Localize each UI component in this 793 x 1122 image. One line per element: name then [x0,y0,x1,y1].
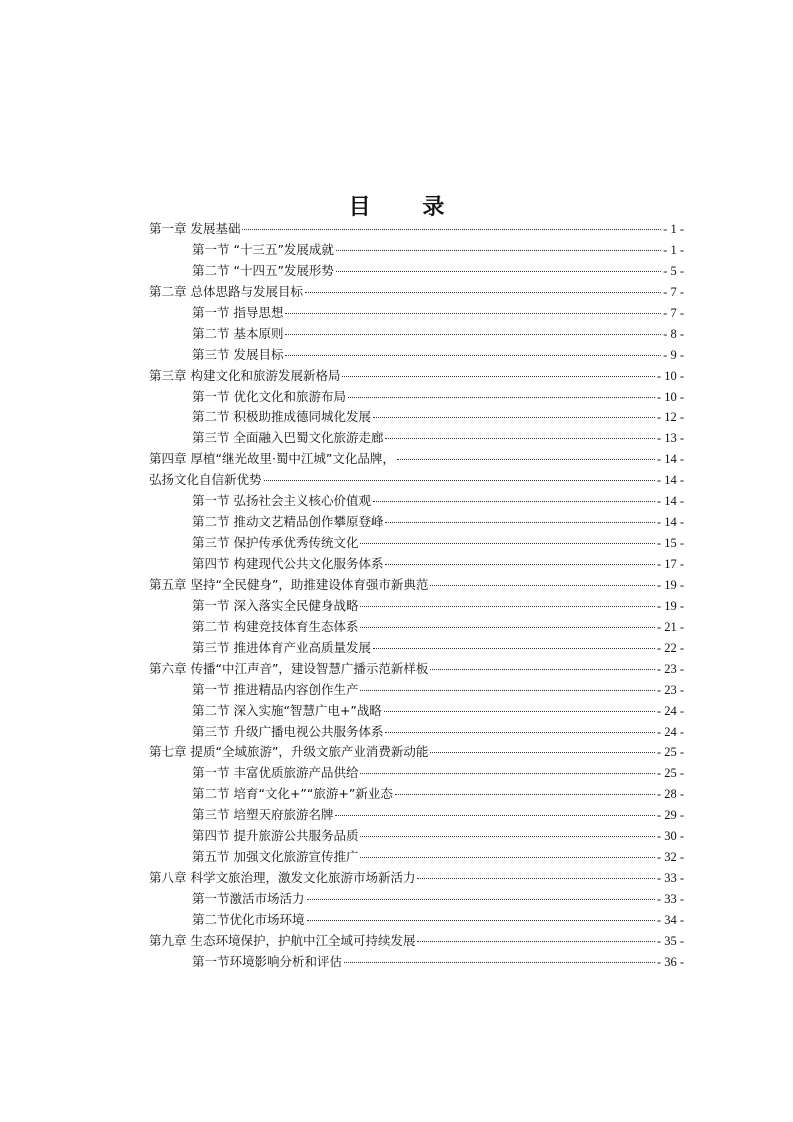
toc-page-number: - 32 - [656,850,684,865]
toc-entry-text: 第二章 总体思路与发展目标 [149,283,303,299]
toc-dot-leader [385,438,654,439]
toc-entry-text: 第二节 构建竞技体育生态体系 [192,618,359,634]
toc-entry-text: 第一节环境影响分析和评估 [192,953,343,969]
toc-page-number: - 5 - [663,263,684,278]
toc-page-number: - 29 - [656,808,684,823]
toc-entry-text: 第二节优化市场环境 [192,911,305,927]
toc-page-number: - 14 - [656,452,684,467]
toc-dot-leader [360,857,654,858]
toc-entry-text: 第三节 全面融入巴蜀文化旅游走廊 [192,430,384,446]
toc-dot-leader [285,313,661,314]
toc-chapter-entry[interactable] [149,868,684,889]
toc-page-number: - 35 - [656,933,684,948]
toc-section-entry[interactable] [149,533,684,554]
toc-dot-leader [417,941,654,942]
toc-entry-text: 第二节 深入实施“智慧广电+”战略 [192,702,382,718]
toc-section-entry[interactable] [149,554,684,575]
toc-dot-leader [360,836,654,837]
toc-dot-leader [430,752,654,753]
toc-page-number: - 23 - [656,661,684,676]
toc-entry-text: 第一章 发展基础 [149,221,241,236]
toc-section-entry[interactable] [149,345,684,366]
toc-chapter-entry[interactable] [149,742,684,763]
toc-section-entry[interactable] [149,847,684,868]
toc-section-entry[interactable] [149,952,684,973]
toc-page-number: - 9 - [663,347,684,362]
toc-dot-leader [307,920,655,921]
toc-dot-leader [384,711,655,712]
toc-entry-text: 第五章 坚持“全民健身”，助推建设体育强市新典范 [149,576,429,592]
toc-dot-leader [360,627,654,628]
toc-page-number: - 21 - [656,619,684,634]
toc-section-entry[interactable] [149,722,684,743]
toc-chapter-entry[interactable] [149,470,684,491]
toc-dot-leader [360,606,654,607]
toc-dot-leader [385,522,654,523]
toc-chapter-entry[interactable] [149,449,684,470]
toc-entry-text: 第三节 升级广播电视公共服务体系 [192,723,384,739]
toc-dot-leader [360,690,654,691]
toc-entry-text: 第一节激活市场活力 [192,891,305,906]
toc-entry-text: 第九章 生态环境保护，护航中江全域可持续发展 [149,932,416,948]
toc-dot-leader [336,250,661,251]
toc-dot-leader [336,271,661,272]
toc-entry-text: 第三章 构建文化和旅游发展新格局 [149,367,341,383]
toc-page-number: - 23 - [656,682,684,697]
toc-page-number: - 14 - [656,515,684,530]
toc-dot-leader [430,669,654,670]
toc-entry-text: 第三节 推进体育产业高质量发展 [192,639,371,655]
toc-page-number: - 24 - [656,724,684,739]
toc-entry-text: 第五节 加强文化旅游宣传推广 [192,849,359,865]
toc-entry-text: 第一节 指导思想 [192,304,284,320]
toc-page-number: - 24 - [656,703,684,718]
toc-dot-leader [373,417,655,418]
toc-section-entry[interactable] [149,407,684,428]
toc-section-entry[interactable] [149,701,684,722]
toc-entry-text: 第一节 推进精品内容创作生产 [192,681,359,697]
toc-page-number: - 28 - [656,787,684,802]
toc-entry-text: 第三节 培塑天府旅游名牌 [192,807,334,823]
toc-entry-text: 第四节 提升旅游公共服务品质 [192,828,359,844]
toc-section-entry[interactable] [149,784,684,805]
toc-dot-leader [264,480,655,481]
toc-page-number: - 1 - [663,222,684,236]
toc-dot-leader [417,878,654,879]
toc-page-number: - 1 - [663,242,684,257]
toc-page-number: - 25 - [656,745,684,760]
toc-section-entry[interactable] [149,240,684,261]
toc-chapter-entry[interactable] [149,282,684,303]
toc-section-entry[interactable] [149,617,684,638]
toc-dot-leader [348,397,655,398]
toc-page-number: - 17 - [656,557,684,571]
toc-page-number: - 25 - [656,766,684,781]
toc-page-number: - 33 - [656,871,684,886]
toc-entry-text: 第一节 优化文化和旅游布局 [192,388,346,404]
toc-entry-text: 第三节 发展目标 [192,346,284,362]
toc-section-entry[interactable] [149,596,684,617]
toc-page-number: - 19 - [656,598,684,613]
toc-entry-text: 第一节 深入落实全民健身战略 [192,597,359,613]
toc-dot-leader [373,501,655,502]
toc-section-entry[interactable] [149,763,684,784]
toc-entry-text: 第二节 培育“文化+”“旅游+”新业态 [192,786,393,802]
toc-entry-text: 第七章 提质“全域旅游”，升级文旅产业消费新动能 [149,744,429,760]
toc-dot-leader [385,564,654,565]
toc-entry-text: 第一节 丰富优质旅游产品供给 [192,765,359,781]
toc-page-number: - 8 - [663,326,684,341]
toc-entry-text: 第二节 “十四五”发展形势 [192,262,334,278]
toc-section-entry[interactable] [149,491,684,512]
toc-section-entry[interactable] [149,261,684,282]
toc-dot-leader [397,459,655,460]
toc-section-entry[interactable] [149,387,684,408]
toc-page-number: - 30 - [656,829,684,844]
toc-title: 目 录 [348,195,467,220]
toc-page-number: - 13 - [656,431,684,446]
toc-dot-leader [430,585,654,586]
toc-page-number: - 15 - [656,536,684,551]
toc-page-number: - 22 - [656,640,684,655]
toc-entry-text: 第三节 保护传承优秀传统文化 [192,535,359,551]
toc-section-entry[interactable] [149,303,684,324]
toc-section-entry[interactable] [149,324,684,345]
toc-dot-leader [344,962,655,963]
toc-section-entry[interactable] [149,638,684,659]
toc-dot-leader [342,376,654,377]
toc-chapter-entry[interactable] [149,659,684,680]
toc-dot-leader [285,355,661,356]
toc-entry-text: 第四章 厚植“继光故里·蜀中江城”文化品牌， [149,451,395,467]
toc-dot-leader [395,794,655,795]
toc-page-number: - 7 - [663,305,684,320]
toc-page-number: - 14 - [656,473,684,488]
toc-section-entry[interactable] [149,428,684,449]
toc-dot-leader [335,815,654,816]
toc-page-number: - 34 - [656,912,684,927]
toc-chapter-entry[interactable] [149,575,684,596]
toc-section-entry[interactable] [149,512,684,533]
toc-page-number: - 7 - [663,284,684,299]
toc-dot-leader [360,543,654,544]
toc-dot-leader [242,229,661,230]
toc-entry-text: 第六章 传播“中江声音”，建设智慧广播示范新样板 [149,660,429,676]
toc-entry-text: 第二节 基本原则 [192,325,284,341]
toc-entry-text: 第二节 积极助推成德同城化发展 [192,409,371,425]
toc-entry-text: 弘扬文化自信新优势 [149,472,262,488]
toc-dot-leader [385,732,654,733]
toc-section-entry[interactable] [149,889,684,910]
toc-entry-text: 第八章 科学文旅治理，激发文化旅游市场新活力 [149,870,416,886]
toc-page-number: - 19 - [656,577,684,592]
toc-page-number: - 10 - [656,389,684,404]
toc-entry-text: 第一节 “十三五”发展成就 [192,241,334,257]
toc-entry-text: 第一节 弘扬社会主义核心价值观 [192,493,371,509]
toc-page-number: - 10 - [656,368,684,383]
toc-dot-leader [285,334,661,335]
toc-page-number: - 33 - [656,892,684,906]
toc-entry-text: 第四节 构建现代公共文化服务体系 [192,556,384,571]
toc-section-entry[interactable] [149,910,684,931]
toc-chapter-entry[interactable] [149,366,684,387]
toc-page-number: - 14 - [656,494,684,509]
toc-entry-text: 第二节 推动文艺精品创作攀原登峰 [192,514,384,530]
toc-dot-leader [373,648,655,649]
toc-page-number: - 36 - [656,954,684,969]
toc-dot-leader [360,773,654,774]
toc-section-entry[interactable] [149,805,684,826]
table-of-contents [149,219,684,973]
toc-page-number: - 12 - [656,410,684,425]
toc-section-entry[interactable] [149,680,684,701]
toc-chapter-entry[interactable] [149,219,684,240]
toc-chapter-entry[interactable] [149,931,684,952]
toc-dot-leader [307,899,655,900]
toc-dot-leader [305,292,661,293]
toc-section-entry[interactable] [149,826,684,847]
